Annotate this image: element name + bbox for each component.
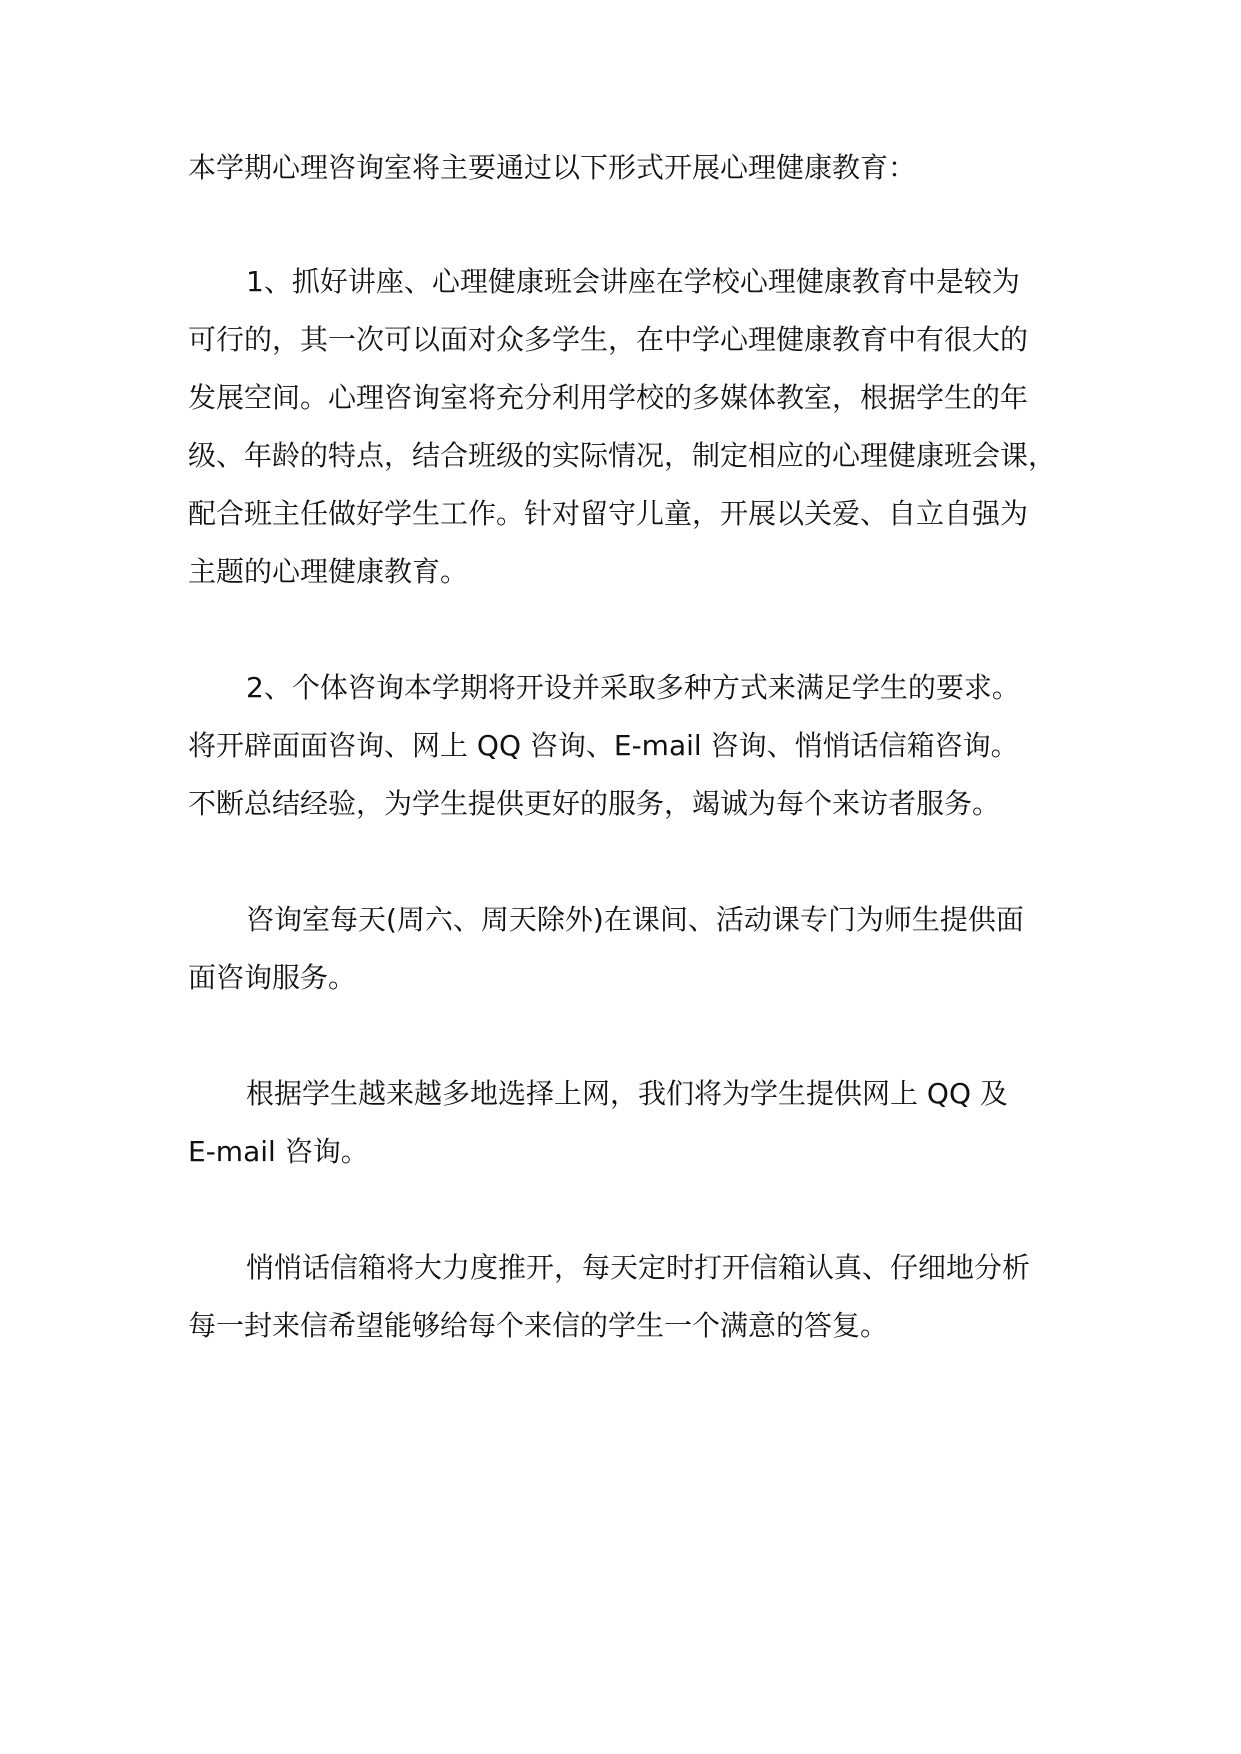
para4-line-1: 根据学生越来越多地选择上网，我们将为学生提供网上 QQ 及 bbox=[246, 1077, 1008, 1110]
item2-line-1: 2、个体咨询本学期将开设并采取多种方式来满足学生的要求。 bbox=[246, 671, 1020, 704]
item1-line-3: 发展空间。心理咨询室将充分利用学校的多媒体教室，根据学生的年 bbox=[188, 381, 1029, 414]
item2-line-3: 不断总结经验，为学生提供更好的服务，竭诚为每个来访者服务。 bbox=[188, 787, 1001, 820]
item1-line-5: 配合班主任做好学生工作。针对留守儿童，开展以关爱、自立自强为 bbox=[188, 497, 1029, 530]
para5-line-2: 每一封来信希望能够给每个来信的学生一个满意的答复。 bbox=[188, 1309, 889, 1342]
intro-text: 本学期心理咨询室将主要通过以下形式开展心理健康教育： bbox=[188, 151, 917, 184]
para3-line-2: 面咨询服务。 bbox=[188, 961, 357, 994]
item1-line-1: 1、抓好讲座、心理健康班会讲座在学校心理健康教育中是较为 bbox=[246, 265, 1020, 298]
item1-line-4: 级、年龄的特点，结合班级的实际情况，制定相应的心理健康班会课， bbox=[188, 439, 1057, 472]
item2-line-2: 将开辟面面咨询、网上 QQ 咨询、E-mail 咨询、悄悄话信箱咨询。 bbox=[188, 729, 1019, 762]
para5-line-1: 悄悄话信箱将大力度推开，每天定时打开信箱认真、仔细地分析 bbox=[246, 1251, 1031, 1284]
para3-line-1: 咨询室每天(周六、周天除外)在课间、活动课专门为师生提供面 bbox=[246, 903, 1024, 936]
item1-line-6: 主题的心理健康教育。 bbox=[188, 555, 469, 588]
para4-line-2: E-mail 咨询。 bbox=[188, 1135, 369, 1168]
item1-line-2: 可行的，其一次可以面对众多学生，在中学心理健康教育中有很大的 bbox=[188, 323, 1029, 356]
